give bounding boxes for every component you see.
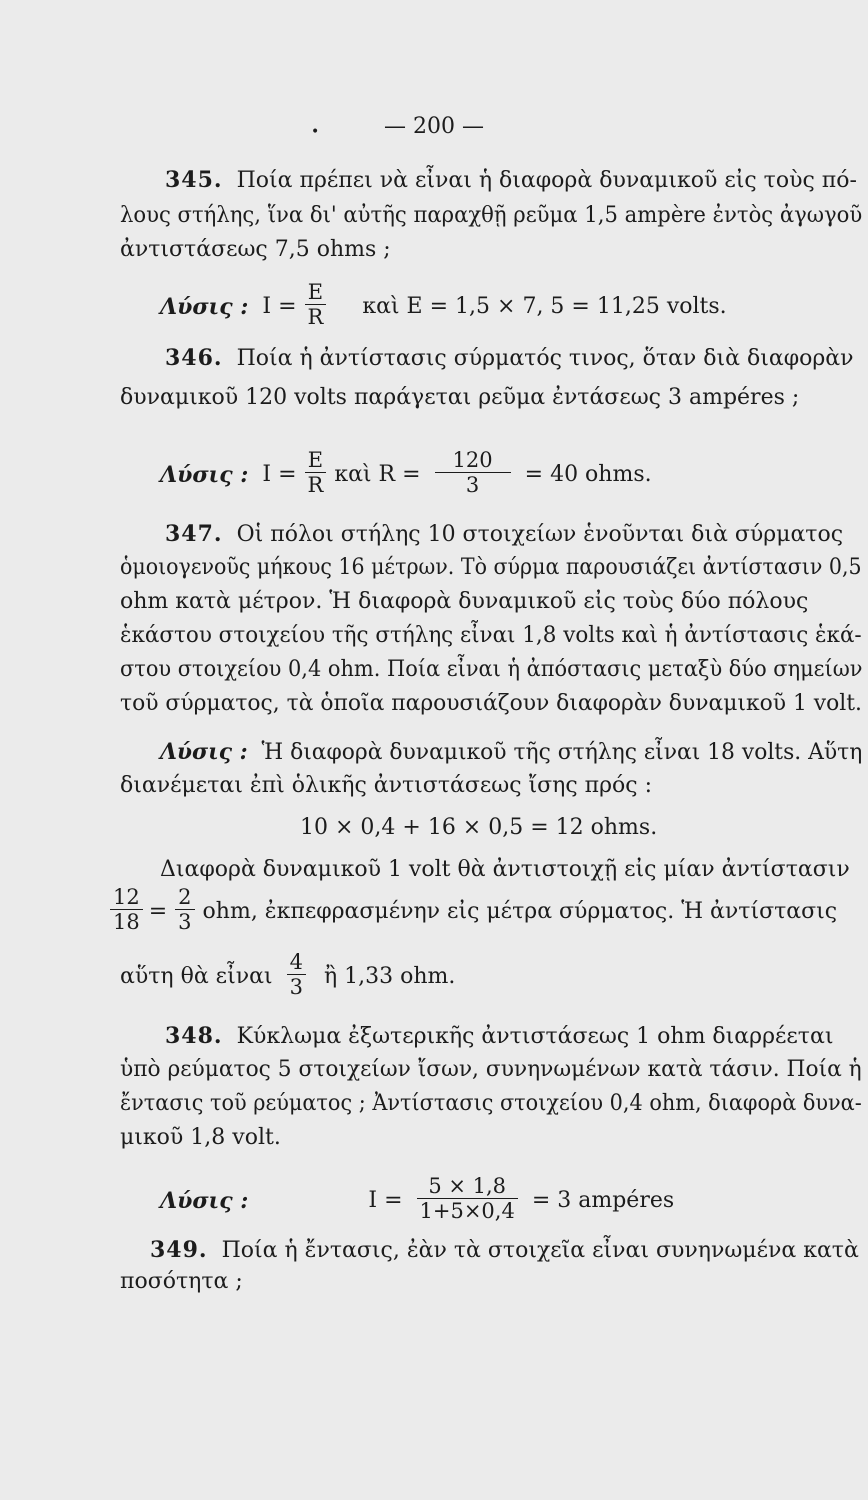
formula-rest: καὶ E = 1,5 × 7, 5 = 11,25 volts. (362, 293, 727, 319)
formula-rest: = 3 ampéres (531, 1187, 675, 1213)
denominator: 18 (113, 910, 140, 934)
solution-347-line-2: διανέμεται ἐπὶ ὁλικῆς ἀντιστάσεως ἴσης πρός : (120, 773, 653, 798)
fraction (435, 448, 511, 497)
page-number: — 200 — (384, 114, 484, 139)
problem-348-line-4: μικοῦ 1,8 volt. (120, 1125, 281, 1150)
formula-mid: καὶ R = (334, 461, 421, 487)
problem-number: 345. (165, 167, 223, 193)
fraction (175, 885, 194, 934)
problem-text: Ποία ἡ ἔντασις, ἐὰν τὰ στοιχεῖα εἶναι συνηνωμένα κατὰ (221, 1238, 859, 1263)
solution-347-line-4 (110, 886, 837, 936)
fraction (110, 885, 143, 934)
denominator: R (307, 305, 324, 329)
problem-349-line-1 (150, 1236, 859, 1265)
problem-number: 348. (165, 1023, 223, 1049)
solution-347-line-5 (120, 952, 455, 1001)
problem-347-line-2: ὁμοιογενοῦς μήκους 16 μέτρων. Τὸ σύρμα παρουσιάζει ἀντίστασιν 0,5 (120, 555, 862, 580)
solution-347-line-3: Διαφορὰ δυναμικοῦ 1 volt θὰ ἀντιστοιχῇ εἰς μίαν ἀντίστασιν (160, 857, 850, 882)
problem-347-line-5: στου στοιχείου 0,4 ohm. Ποία εἶναι ἡ ἀπόστασις μεταξὺ δύο σημείων (120, 657, 863, 682)
fraction (305, 280, 327, 329)
solution-text: ohm, ἐκπεφρασμένην εἰς μέτρα σύρματος. Ἡ ἀντίστασις (202, 898, 838, 924)
problem-345-line-2: λους στήλης, ἵνα δι' αὐτῆς παραχθῇ ρεῦμα 1,5 ampère ἐντὸς ἀγωγοῦ (120, 203, 863, 228)
denominator: 1+5×0,4 (419, 1199, 515, 1223)
problem-text: Ποία πρέπει νὰ εἶναι ἡ διαφορὰ δυναμικοῦ εἰς τοὺς πό- (236, 168, 857, 193)
problem-347-line-3: ohm κατὰ μέτρον. Ἡ διαφορὰ δυναμικοῦ εἰς τοὺς δύο πόλους (120, 589, 809, 614)
numerator: 4 (287, 950, 306, 975)
problem-346-line-2: δυναμικοῦ 120 volts παράγεται ρεῦμα ἐντάσεως 3 ampéres ; (120, 385, 800, 410)
problem-345-line-3: ἀντιστάσεως 7,5 ohms ; (120, 237, 391, 262)
solution-label: Λύσις : (160, 1187, 249, 1214)
solution-label: Λύσις : (160, 739, 248, 765)
denominator: 3 (289, 975, 303, 999)
problem-number: 347. (165, 521, 223, 547)
denominator: 3 (465, 473, 480, 497)
solution-label: Λύσις : (160, 293, 249, 320)
problem-text: Κύκλωμα ἐξωτερικῆς ἀντιστάσεως 1 ohm διαρρέεται (236, 1024, 834, 1049)
numerator: 120 (435, 448, 511, 473)
solution-text: ἢ 1,33 ohm. (323, 963, 456, 989)
numerator: 5 × 1,8 (417, 1174, 518, 1199)
problem-348-line-1 (165, 1022, 833, 1051)
margin-mark: • (311, 124, 320, 140)
numerator: 12 (110, 885, 143, 910)
denominator: R (307, 473, 324, 497)
problem-347-line-6: τοῦ σύρματος, τὰ ὁποῖα παρουσιάζουν διαφορὰν δυναμικοῦ 1 volt. (120, 691, 862, 716)
equals-sign: = (148, 898, 168, 924)
problem-347-line-1 (165, 520, 843, 549)
solution-346 (160, 450, 652, 499)
fraction (305, 448, 327, 497)
solution-label: Λύσις : (160, 461, 249, 488)
denominator: 3 (178, 910, 192, 934)
problem-text: Ποία ἡ ἀντίστασις σύρματός τινος, ὅταν διὰ διαφορὰν (236, 346, 854, 371)
problem-345-line-1 (165, 166, 857, 195)
problem-348-line-3: ἔντασις τοῦ ρεύματος ; Ἀντίστασις στοιχείου 0,4 ohm, διαφορὰ δυνα- (120, 1091, 862, 1116)
solution-345 (160, 282, 727, 331)
formula-lhs: I = (262, 293, 297, 319)
formula-lhs: I = (368, 1187, 403, 1213)
fraction (287, 950, 306, 999)
formula-rest: = 40 ohms. (524, 461, 652, 487)
problem-number: 349. (150, 1237, 208, 1263)
solution-text: Ἡ διαφορὰ δυναμικοῦ τῆς στήλης εἶναι 18 volts. Αὕτη (261, 740, 863, 765)
formula-lhs: I = (262, 461, 297, 487)
fraction (417, 1174, 518, 1223)
numerator: E (305, 448, 327, 473)
solution-347-line-1 (160, 738, 862, 767)
solution-348 (160, 1176, 674, 1225)
problem-347-line-4: ἑκάστου στοιχείου τῆς στήλης εἶναι 1,8 volts καὶ ἡ ἀντίστασις ἑκά- (120, 623, 862, 648)
problem-348-line-2: ὑπὸ ρεύματος 5 στοιχείων ἴσων, συνηνωμένων κατὰ τάσιν. Ποία ἡ (120, 1057, 862, 1082)
problem-349-line-2: ποσότητα ; (120, 1269, 243, 1294)
problem-346-line-1 (165, 344, 854, 373)
equation-347: 10 × 0,4 + 16 × 0,5 = 12 ohms. (300, 815, 658, 840)
numerator: 2 (175, 885, 194, 910)
numerator: E (305, 280, 327, 305)
solution-text: αὕτη θὰ εἶναι (120, 963, 273, 989)
problem-text: Οἱ πόλοι στήλης 10 στοιχείων ἑνοῦνται διὰ σύρματος (236, 522, 844, 547)
problem-number: 346. (165, 345, 223, 371)
